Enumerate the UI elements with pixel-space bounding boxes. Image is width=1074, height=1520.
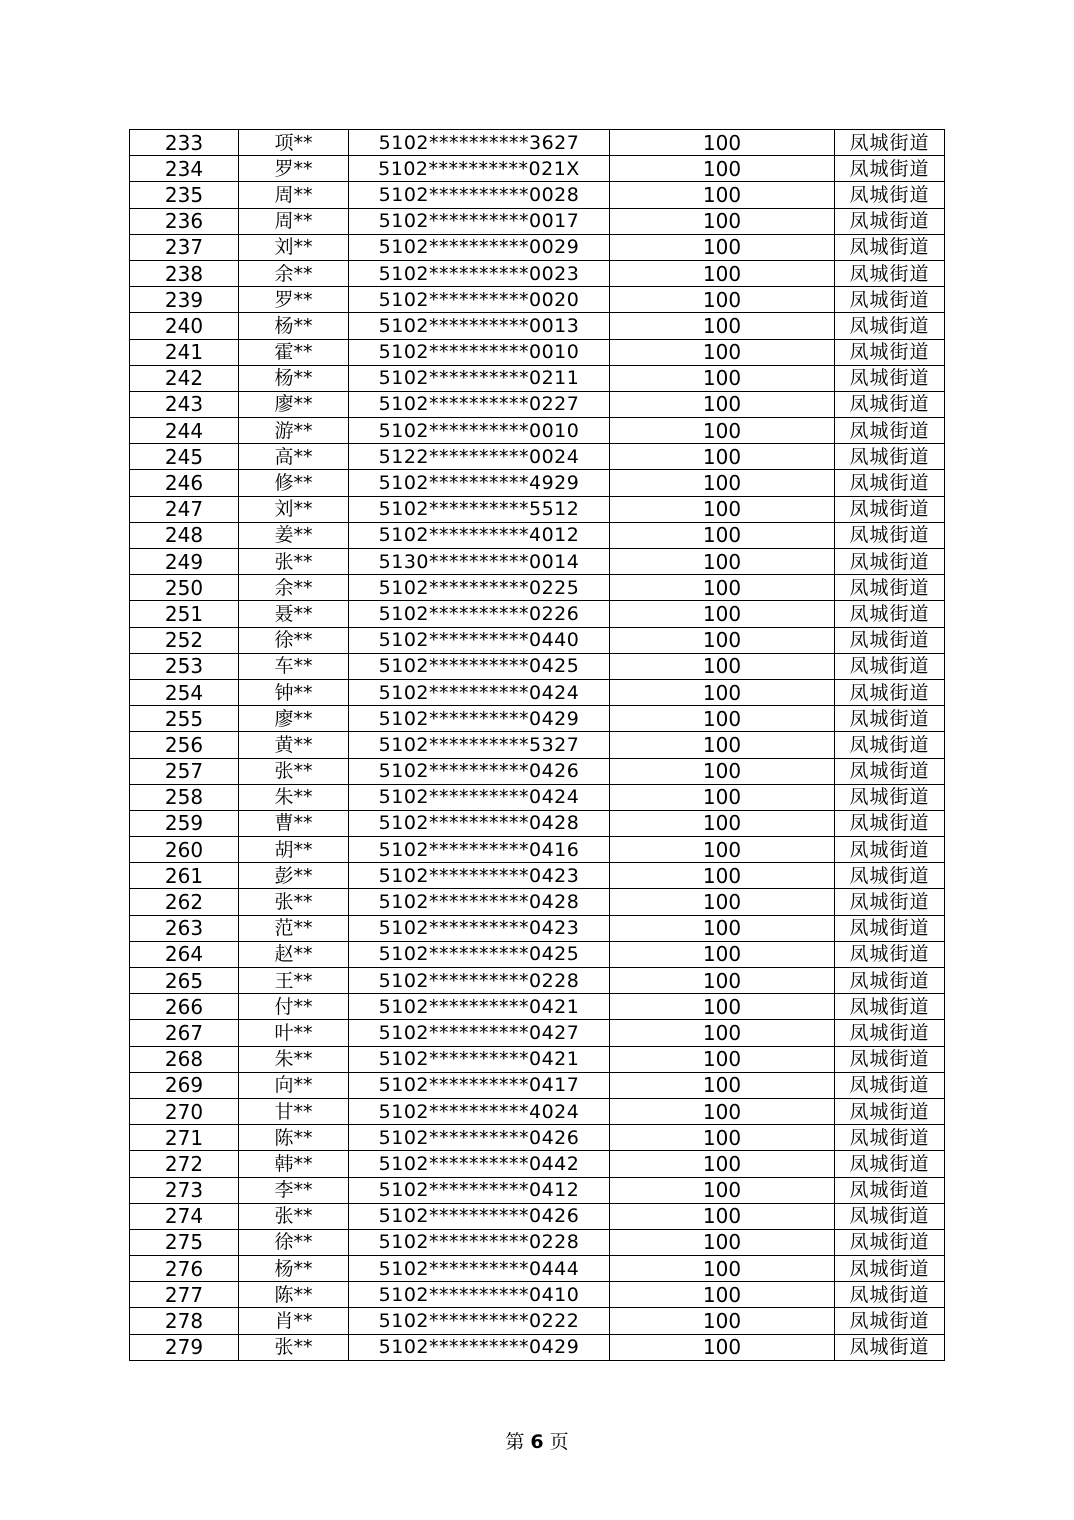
cell-street: 凤城街道 [835, 968, 945, 994]
cell-id-number: 5102**********0421 [349, 1046, 610, 1072]
cell-id-number: 5102**********0211 [349, 365, 610, 391]
cell-id-number: 5102**********0429 [349, 1334, 610, 1360]
cell-street: 凤城街道 [835, 837, 945, 863]
table-row [130, 758, 945, 784]
cell-id-number: 5102**********0222 [349, 1308, 610, 1334]
cell-amount: 100 [610, 941, 835, 967]
cell-street: 凤城街道 [835, 339, 945, 365]
table-row [130, 1334, 945, 1360]
table-row [130, 470, 945, 496]
table-row [130, 156, 945, 182]
cell-amount: 100 [610, 784, 835, 810]
cell-amount: 100 [610, 1177, 835, 1203]
cell-name: 徐** [239, 627, 349, 653]
cell-name: 余** [239, 260, 349, 286]
cell-street: 凤城街道 [835, 130, 945, 156]
cell-street: 凤城街道 [835, 1203, 945, 1229]
cell-id-number: 5102**********0442 [349, 1151, 610, 1177]
cell-street: 凤城街道 [835, 627, 945, 653]
cell-index: 242 [130, 365, 239, 391]
cell-index: 268 [130, 1046, 239, 1072]
cell-amount: 100 [610, 208, 835, 234]
cell-id-number: 5102**********0425 [349, 941, 610, 967]
table-row [130, 1125, 945, 1151]
cell-name: 李** [239, 1177, 349, 1203]
table-row [130, 653, 945, 679]
cell-street: 凤城街道 [835, 810, 945, 836]
cell-street: 凤城街道 [835, 1334, 945, 1360]
table-row [130, 418, 945, 444]
cell-street: 凤城街道 [835, 889, 945, 915]
cell-amount: 100 [610, 1229, 835, 1255]
cell-id-number: 5102**********3627 [349, 130, 610, 156]
cell-street: 凤城街道 [835, 1229, 945, 1255]
cell-id-number: 5102**********0412 [349, 1177, 610, 1203]
table-row [130, 522, 945, 548]
cell-index: 234 [130, 156, 239, 182]
table-row [130, 496, 945, 522]
cell-amount: 100 [610, 182, 835, 208]
cell-id-number: 5102**********0424 [349, 679, 610, 705]
table-row [130, 575, 945, 601]
cell-amount: 100 [610, 1334, 835, 1360]
subsidy-list-table [129, 129, 945, 1361]
cell-street: 凤城街道 [835, 1125, 945, 1151]
cell-amount: 100 [610, 758, 835, 784]
cell-amount: 100 [610, 679, 835, 705]
cell-street: 凤城街道 [835, 1072, 945, 1098]
cell-id-number: 5102**********0440 [349, 627, 610, 653]
cell-index: 259 [130, 810, 239, 836]
cell-name: 张** [239, 889, 349, 915]
cell-amount: 100 [610, 915, 835, 941]
page-footer-suffix: 页 [543, 1431, 569, 1453]
cell-id-number: 5102**********0227 [349, 391, 610, 417]
cell-name: 刘** [239, 234, 349, 260]
cell-id-number: 5102**********4929 [349, 470, 610, 496]
cell-name: 范** [239, 915, 349, 941]
cell-amount: 100 [610, 234, 835, 260]
cell-index: 250 [130, 575, 239, 601]
cell-amount: 100 [610, 1046, 835, 1072]
cell-amount: 100 [610, 549, 835, 575]
cell-index: 275 [130, 1229, 239, 1255]
cell-id-number: 5102**********0428 [349, 889, 610, 915]
page-footer [0, 1427, 1074, 1454]
cell-amount: 100 [610, 287, 835, 313]
cell-name: 罗** [239, 156, 349, 182]
cell-name: 张** [239, 1203, 349, 1229]
cell-street: 凤城街道 [835, 994, 945, 1020]
cell-id-number: 5102**********0427 [349, 1020, 610, 1046]
cell-id-number: 5130**********0014 [349, 549, 610, 575]
cell-id-number: 5102**********0426 [349, 1125, 610, 1151]
cell-street: 凤城街道 [835, 391, 945, 417]
cell-street: 凤城街道 [835, 941, 945, 967]
cell-index: 278 [130, 1308, 239, 1334]
cell-street: 凤城街道 [835, 1282, 945, 1308]
table-row [130, 810, 945, 836]
page-footer-prefix: 第 [505, 1431, 531, 1453]
cell-street: 凤城街道 [835, 234, 945, 260]
cell-index: 258 [130, 784, 239, 810]
cell-amount: 100 [610, 837, 835, 863]
cell-amount: 100 [610, 391, 835, 417]
table-row [130, 260, 945, 286]
cell-street: 凤城街道 [835, 470, 945, 496]
cell-index: 248 [130, 522, 239, 548]
table-row [130, 549, 945, 575]
cell-index: 261 [130, 863, 239, 889]
cell-index: 253 [130, 653, 239, 679]
cell-name: 张** [239, 549, 349, 575]
cell-index: 236 [130, 208, 239, 234]
cell-amount: 100 [610, 522, 835, 548]
cell-index: 237 [130, 234, 239, 260]
cell-name: 刘** [239, 496, 349, 522]
cell-index: 249 [130, 549, 239, 575]
table-row [130, 941, 945, 967]
cell-amount: 100 [610, 601, 835, 627]
cell-id-number: 5102**********0426 [349, 1203, 610, 1229]
table-row [130, 1151, 945, 1177]
cell-amount: 100 [610, 1020, 835, 1046]
table-row [130, 706, 945, 732]
cell-id-number: 5102**********0410 [349, 1282, 610, 1308]
cell-name: 游** [239, 418, 349, 444]
cell-street: 凤城街道 [835, 522, 945, 548]
cell-id-number: 5102**********0028 [349, 182, 610, 208]
cell-id-number: 5102**********0417 [349, 1072, 610, 1098]
cell-name: 修** [239, 470, 349, 496]
cell-amount: 100 [610, 627, 835, 653]
cell-street: 凤城街道 [835, 260, 945, 286]
cell-id-number: 5102**********0423 [349, 863, 610, 889]
cell-name: 项** [239, 130, 349, 156]
cell-street: 凤城街道 [835, 1151, 945, 1177]
cell-amount: 100 [610, 496, 835, 522]
table-row [130, 915, 945, 941]
cell-id-number: 5102**********4024 [349, 1098, 610, 1124]
cell-street: 凤城街道 [835, 784, 945, 810]
table-row [130, 968, 945, 994]
cell-amount: 100 [610, 444, 835, 470]
cell-index: 263 [130, 915, 239, 941]
table-row [130, 313, 945, 339]
cell-amount: 100 [610, 1282, 835, 1308]
cell-index: 252 [130, 627, 239, 653]
cell-name: 廖** [239, 706, 349, 732]
cell-name: 张** [239, 1334, 349, 1360]
cell-street: 凤城街道 [835, 1177, 945, 1203]
cell-amount: 100 [610, 575, 835, 601]
cell-index: 238 [130, 260, 239, 286]
cell-amount: 100 [610, 156, 835, 182]
cell-name: 车** [239, 653, 349, 679]
cell-name: 曹** [239, 810, 349, 836]
cell-index: 245 [130, 444, 239, 470]
cell-index: 269 [130, 1072, 239, 1098]
cell-id-number: 5102**********0424 [349, 784, 610, 810]
cell-name: 罗** [239, 287, 349, 313]
cell-id-number: 5102**********0029 [349, 234, 610, 260]
cell-name: 韩** [239, 1151, 349, 1177]
cell-name: 彭** [239, 863, 349, 889]
cell-amount: 100 [610, 1308, 835, 1334]
cell-amount: 100 [610, 339, 835, 365]
table-body [130, 130, 945, 1361]
table-row [130, 1072, 945, 1098]
table-row [130, 287, 945, 313]
table-row [130, 1020, 945, 1046]
cell-street: 凤城街道 [835, 444, 945, 470]
cell-street: 凤城街道 [835, 679, 945, 705]
cell-id-number: 5102**********4012 [349, 522, 610, 548]
cell-street: 凤城街道 [835, 601, 945, 627]
cell-name: 张** [239, 758, 349, 784]
table-row [130, 234, 945, 260]
cell-index: 267 [130, 1020, 239, 1046]
cell-index: 273 [130, 1177, 239, 1203]
table-row [130, 208, 945, 234]
cell-id-number: 5102**********0017 [349, 208, 610, 234]
cell-name: 聂** [239, 601, 349, 627]
cell-id-number: 5102**********5512 [349, 496, 610, 522]
table-row [130, 182, 945, 208]
table-row [130, 1098, 945, 1124]
cell-id-number: 5102**********0426 [349, 758, 610, 784]
cell-name: 叶** [239, 1020, 349, 1046]
cell-street: 凤城街道 [835, 653, 945, 679]
cell-index: 274 [130, 1203, 239, 1229]
table-row [130, 627, 945, 653]
cell-index: 244 [130, 418, 239, 444]
cell-id-number: 5102**********021X [349, 156, 610, 182]
cell-id-number: 5102**********0228 [349, 968, 610, 994]
table-row [130, 784, 945, 810]
cell-name: 杨** [239, 1256, 349, 1282]
cell-id-number: 5102**********0416 [349, 837, 610, 863]
table-row [130, 1203, 945, 1229]
cell-street: 凤城街道 [835, 706, 945, 732]
cell-id-number: 5102**********0423 [349, 915, 610, 941]
cell-amount: 100 [610, 130, 835, 156]
cell-street: 凤城街道 [835, 496, 945, 522]
cell-name: 陈** [239, 1282, 349, 1308]
table-row [130, 1308, 945, 1334]
cell-amount: 100 [610, 1072, 835, 1098]
cell-index: 251 [130, 601, 239, 627]
cell-index: 262 [130, 889, 239, 915]
cell-amount: 100 [610, 994, 835, 1020]
table-row [130, 391, 945, 417]
cell-id-number: 5102**********5327 [349, 732, 610, 758]
cell-amount: 100 [610, 1256, 835, 1282]
table-row [130, 1046, 945, 1072]
cell-name: 付** [239, 994, 349, 1020]
cell-street: 凤城街道 [835, 365, 945, 391]
cell-amount: 100 [610, 1098, 835, 1124]
cell-amount: 100 [610, 1125, 835, 1151]
cell-id-number: 5102**********0425 [349, 653, 610, 679]
cell-name: 余** [239, 575, 349, 601]
table-row [130, 889, 945, 915]
table-row [130, 1282, 945, 1308]
cell-street: 凤城街道 [835, 182, 945, 208]
cell-street: 凤城街道 [835, 208, 945, 234]
cell-name: 钟** [239, 679, 349, 705]
cell-id-number: 5102**********0429 [349, 706, 610, 732]
cell-amount: 100 [610, 418, 835, 444]
cell-amount: 100 [610, 732, 835, 758]
cell-street: 凤城街道 [835, 418, 945, 444]
cell-index: 233 [130, 130, 239, 156]
cell-index: 239 [130, 287, 239, 313]
table-row [130, 994, 945, 1020]
cell-name: 黄** [239, 732, 349, 758]
cell-name: 朱** [239, 1046, 349, 1072]
cell-amount: 100 [610, 889, 835, 915]
table-row [130, 601, 945, 627]
cell-index: 257 [130, 758, 239, 784]
cell-index: 279 [130, 1334, 239, 1360]
cell-amount: 100 [610, 653, 835, 679]
cell-name: 徐** [239, 1229, 349, 1255]
cell-name: 王** [239, 968, 349, 994]
cell-name: 姜** [239, 522, 349, 548]
cell-name: 周** [239, 208, 349, 234]
cell-index: 266 [130, 994, 239, 1020]
cell-index: 254 [130, 679, 239, 705]
cell-id-number: 5102**********0444 [349, 1256, 610, 1282]
cell-amount: 100 [610, 470, 835, 496]
cell-index: 276 [130, 1256, 239, 1282]
cell-index: 243 [130, 391, 239, 417]
cell-street: 凤城街道 [835, 863, 945, 889]
cell-id-number: 5122**********0024 [349, 444, 610, 470]
cell-index: 235 [130, 182, 239, 208]
cell-name: 甘** [239, 1098, 349, 1124]
cell-amount: 100 [610, 313, 835, 339]
cell-index: 260 [130, 837, 239, 863]
cell-name: 廖** [239, 391, 349, 417]
cell-name: 赵** [239, 941, 349, 967]
cell-name: 周** [239, 182, 349, 208]
cell-amount: 100 [610, 365, 835, 391]
cell-id-number: 5102**********0010 [349, 339, 610, 365]
cell-name: 霍** [239, 339, 349, 365]
cell-name: 朱** [239, 784, 349, 810]
table-row [130, 130, 945, 156]
cell-street: 凤城街道 [835, 758, 945, 784]
cell-street: 凤城街道 [835, 1046, 945, 1072]
cell-index: 270 [130, 1098, 239, 1124]
cell-index: 256 [130, 732, 239, 758]
cell-id-number: 5102**********0020 [349, 287, 610, 313]
cell-name: 杨** [239, 365, 349, 391]
cell-id-number: 5102**********0013 [349, 313, 610, 339]
table-row [130, 339, 945, 365]
cell-street: 凤城街道 [835, 1256, 945, 1282]
cell-street: 凤城街道 [835, 1308, 945, 1334]
cell-street: 凤城街道 [835, 313, 945, 339]
table-row [130, 1256, 945, 1282]
table-row [130, 444, 945, 470]
cell-name: 高** [239, 444, 349, 470]
table-row [130, 732, 945, 758]
cell-id-number: 5102**********0226 [349, 601, 610, 627]
cell-index: 240 [130, 313, 239, 339]
table-row [130, 837, 945, 863]
table-row [130, 863, 945, 889]
cell-id-number: 5102**********0421 [349, 994, 610, 1020]
cell-name: 胡** [239, 837, 349, 863]
cell-amount: 100 [610, 810, 835, 836]
cell-amount: 100 [610, 968, 835, 994]
cell-street: 凤城街道 [835, 549, 945, 575]
cell-index: 277 [130, 1282, 239, 1308]
cell-street: 凤城街道 [835, 287, 945, 313]
cell-id-number: 5102**********0010 [349, 418, 610, 444]
cell-id-number: 5102**********0428 [349, 810, 610, 836]
cell-name: 肖** [239, 1308, 349, 1334]
cell-amount: 100 [610, 260, 835, 286]
cell-street: 凤城街道 [835, 732, 945, 758]
cell-name: 陈** [239, 1125, 349, 1151]
table-row [130, 1177, 945, 1203]
cell-index: 265 [130, 968, 239, 994]
cell-id-number: 5102**********0228 [349, 1229, 610, 1255]
cell-index: 272 [130, 1151, 239, 1177]
cell-street: 凤城街道 [835, 1098, 945, 1124]
cell-name: 杨** [239, 313, 349, 339]
cell-street: 凤城街道 [835, 156, 945, 182]
cell-amount: 100 [610, 1203, 835, 1229]
cell-index: 255 [130, 706, 239, 732]
cell-amount: 100 [610, 1151, 835, 1177]
cell-id-number: 5102**********0225 [349, 575, 610, 601]
cell-index: 241 [130, 339, 239, 365]
cell-id-number: 5102**********0023 [349, 260, 610, 286]
cell-street: 凤城街道 [835, 1020, 945, 1046]
page-number: 6 [530, 1431, 544, 1453]
cell-name: 向** [239, 1072, 349, 1098]
cell-amount: 100 [610, 863, 835, 889]
cell-index: 246 [130, 470, 239, 496]
cell-index: 264 [130, 941, 239, 967]
cell-street: 凤城街道 [835, 575, 945, 601]
table-row [130, 679, 945, 705]
cell-index: 271 [130, 1125, 239, 1151]
cell-index: 247 [130, 496, 239, 522]
cell-street: 凤城街道 [835, 915, 945, 941]
table-row [130, 1229, 945, 1255]
table-row [130, 365, 945, 391]
cell-amount: 100 [610, 706, 835, 732]
